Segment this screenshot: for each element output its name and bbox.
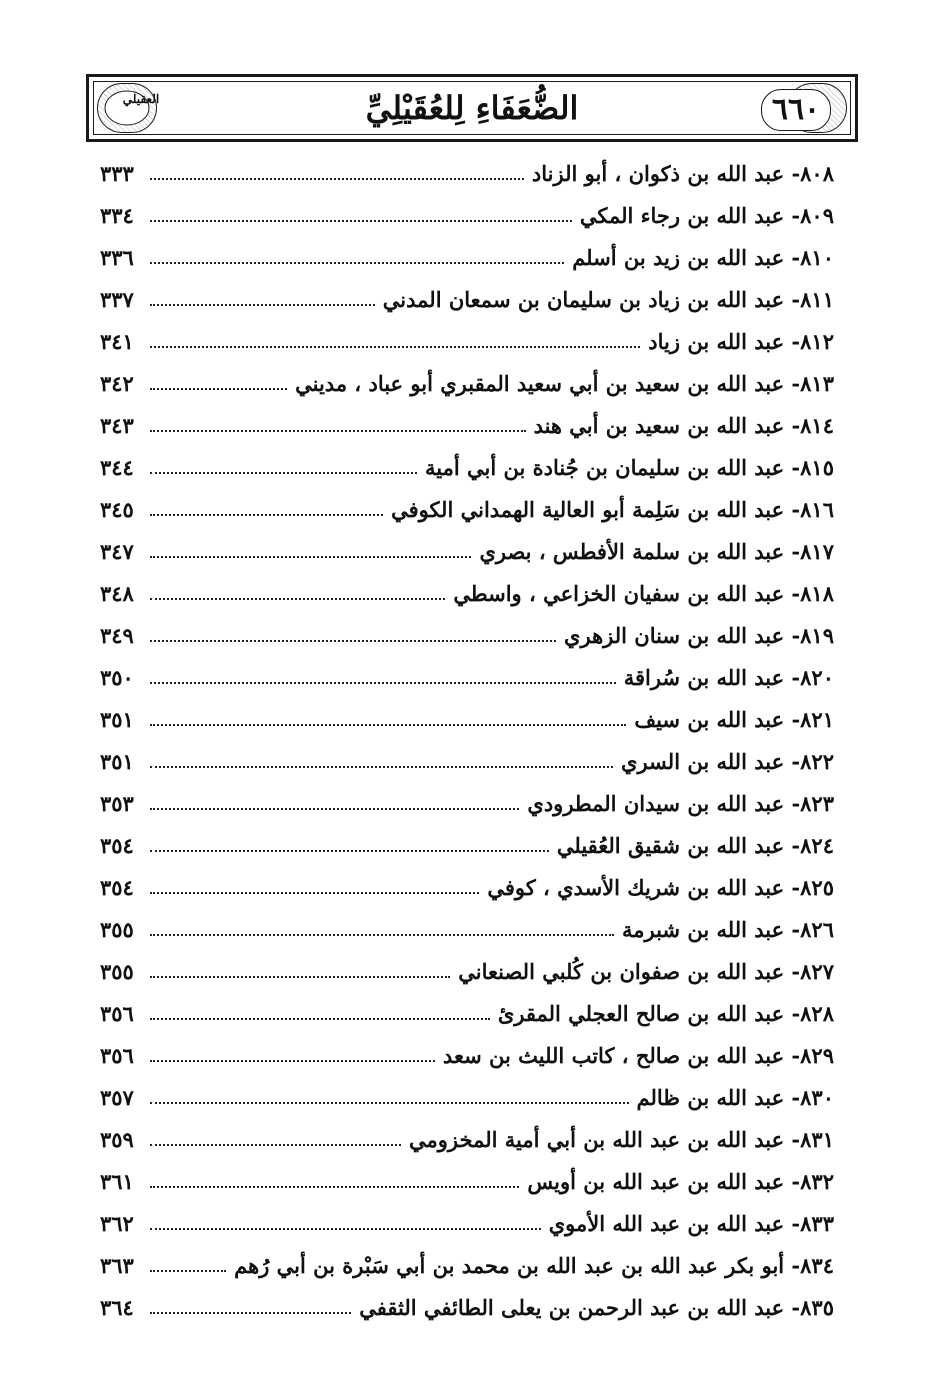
entry-title: ٨١٧- عبد الله بن سلمة الأفطس ، بصري — [479, 538, 834, 564]
index-entry — [100, 404, 834, 446]
entry-title: ٨٣٠- عبد الله بن ظالم — [636, 1084, 834, 1110]
dot-leader — [150, 1060, 435, 1062]
entry-page-number: ٣٣٧ — [100, 286, 134, 312]
entry-page-number: ٣٣٣ — [100, 160, 134, 186]
index-entry — [100, 1034, 834, 1076]
index-entry — [100, 740, 834, 782]
dot-leader — [150, 304, 375, 306]
entry-page-number: ٣٥٣ — [100, 790, 134, 816]
dot-leader — [150, 346, 640, 348]
entry-page-number: ٣٣٦ — [100, 244, 134, 270]
entry-title: ٨٠٨- عبد الله بن ذكوان ، أبو الزناد — [531, 160, 834, 186]
dot-leader — [150, 850, 549, 852]
entry-page-number: ٣٦٢ — [100, 1210, 134, 1236]
dot-leader — [150, 556, 471, 558]
book-title: الضُّعَفَاءِ لِلعُقَيْلِيِّ — [365, 89, 579, 127]
index-entry — [100, 236, 834, 278]
index-entry — [100, 362, 834, 404]
entry-page-number: ٣٥٧ — [100, 1084, 134, 1110]
index-entry — [100, 278, 834, 320]
dot-leader — [150, 640, 556, 642]
index-entry — [100, 1244, 834, 1286]
dot-leader — [150, 1018, 490, 1020]
page-number: ٦٦٠ — [761, 89, 831, 131]
dot-leader — [150, 766, 613, 768]
entry-page-number: ٣٤٣ — [100, 412, 134, 438]
dot-leader — [150, 1186, 519, 1188]
entry-title: ٨٢٦- عبد الله بن شبرمة — [622, 916, 834, 942]
entry-title: ٨٢٥- عبد الله بن شريك الأسدي ، كوفي — [487, 874, 834, 900]
index-entry — [100, 1286, 834, 1328]
index-entry — [100, 992, 834, 1034]
dot-leader — [150, 514, 383, 516]
index-entry — [100, 824, 834, 866]
index-entry — [100, 782, 834, 824]
dot-leader — [150, 1312, 351, 1314]
entry-title: ٨٣٢- عبد الله بن عبد الله بن أويس — [527, 1168, 834, 1194]
index-entry — [100, 698, 834, 740]
entry-page-number: ٣٥٦ — [100, 1042, 134, 1068]
entry-title: ٨١٠- عبد الله بن زيد بن أسلم — [572, 244, 834, 270]
dot-leader — [150, 1102, 629, 1104]
entry-page-number: ٣٥٦ — [100, 1000, 134, 1026]
dot-leader — [150, 1144, 401, 1146]
entry-title: ٨١٩- عبد الله بن سنان الزهري — [564, 622, 834, 648]
dot-leader — [150, 934, 614, 936]
index-entry — [100, 320, 834, 362]
entry-title: ٨١٢- عبد الله بن زياد — [648, 328, 834, 354]
entry-title: ٨٠٩- عبد الله بن رجاء المكي — [579, 202, 834, 228]
index-entry — [100, 1076, 834, 1118]
entry-page-number: ٣٤٧ — [100, 538, 134, 564]
index-entry — [100, 446, 834, 488]
dot-leader — [150, 808, 519, 810]
index-entry — [100, 908, 834, 950]
dot-leader — [150, 598, 445, 600]
entry-title: ٨٢٣- عبد الله بن سيدان المطرودي — [527, 790, 834, 816]
entry-title: ٨٢٢- عبد الله بن السري — [621, 748, 834, 774]
dot-leader — [150, 430, 526, 432]
entry-page-number: ٣٣٤ — [100, 202, 134, 228]
index-entry — [100, 1202, 834, 1244]
dot-leader — [150, 178, 524, 180]
entry-page-number: ٣٥٩ — [100, 1126, 134, 1152]
dot-leader — [150, 724, 626, 726]
entry-page-number: ٣٥٠ — [100, 664, 134, 690]
entry-page-number: ٣٥٤ — [100, 832, 134, 858]
index-entry — [100, 194, 834, 236]
index-entry — [100, 656, 834, 698]
index-entry — [100, 950, 834, 992]
dot-leader — [150, 1228, 541, 1230]
entry-page-number: ٣٤٩ — [100, 622, 134, 648]
index-entry — [100, 614, 834, 656]
seal-logo: العقيلي — [122, 92, 160, 106]
entry-title: ٨٢٨- عبد الله بن صالح العجلي المقرئ — [497, 1000, 834, 1026]
dot-leader — [150, 388, 287, 390]
dot-leader — [150, 472, 417, 474]
entry-page-number: ٣٤٢ — [100, 370, 134, 396]
entry-page-number: ٣٤٥ — [100, 496, 134, 522]
index-entry — [100, 866, 834, 908]
entry-page-number: ٣٤١ — [100, 328, 134, 354]
entry-title: ٨١٤- عبد الله بن سعيد بن أبي هند — [533, 412, 834, 438]
entry-title: ٨١١- عبد الله بن زياد بن سليمان بن سمعان المدني — [382, 286, 834, 312]
entry-title: ٨٣١- عبد الله بن عبد الله بن أبي أمية المخزومي — [409, 1126, 834, 1152]
entry-title: ٨٣٤- أبو بكر عبد الله بن عبد الله بن محمد بن أبي سَبْرة بن أبي رُهم — [234, 1252, 834, 1278]
dot-leader — [150, 976, 450, 978]
entry-page-number: ٣٤٨ — [100, 580, 134, 606]
dot-leader — [150, 262, 564, 264]
entry-title: ٨١٨- عبد الله بن سفيان الخزاعي ، واسطي — [453, 580, 834, 606]
dot-leader — [150, 892, 479, 894]
entry-page-number: ٣٥١ — [100, 706, 134, 732]
index-entry — [100, 488, 834, 530]
running-header — [86, 74, 858, 142]
index-list — [100, 152, 834, 1328]
entry-page-number: ٣٦٣ — [100, 1252, 134, 1278]
entry-page-number: ٣٤٤ — [100, 454, 134, 480]
index-entry — [100, 1160, 834, 1202]
entry-title: ٨١٥- عبد الله بن سليمان بن جُنادة بن أبي أمية — [425, 454, 834, 480]
index-entry — [100, 152, 834, 194]
entry-title: ٨١٣- عبد الله بن سعيد بن أبي سعيد المقبري أبو عباد ، مديني — [295, 370, 834, 396]
entry-title: ٨٢٤- عبد الله بن شقيق العُقيلي — [556, 832, 834, 858]
entry-title: ٨٢٧- عبد الله بن صفوان بن كُلبي الصنعاني — [458, 958, 834, 984]
entry-page-number: ٣٦٤ — [100, 1294, 134, 1320]
entry-title: ٨٢٩- عبد الله بن صالح ، كاتب الليث بن سعد — [442, 1042, 834, 1068]
entry-title: ٨٣٥- عبد الله بن عبد الرحمن بن يعلى الطائفي الثقفي — [359, 1294, 834, 1320]
entry-title: ٨٢٠- عبد الله بن سُراقة — [623, 664, 834, 690]
dot-leader — [150, 220, 572, 222]
entry-title: ٨١٦- عبد الله بن سَلِمة أبو العالية الهمداني الكوفي — [391, 496, 834, 522]
dot-leader — [150, 1270, 226, 1272]
entry-page-number: ٣٥٥ — [100, 916, 134, 942]
index-entry — [100, 572, 834, 614]
entry-title: ٨٣٣- عبد الله بن عبد الله الأموي — [548, 1210, 834, 1236]
entry-page-number: ٣٥١ — [100, 748, 134, 774]
entry-page-number: ٣٦١ — [100, 1168, 134, 1194]
dot-leader — [150, 682, 616, 684]
index-entry — [100, 1118, 834, 1160]
index-entry — [100, 530, 834, 572]
entry-page-number: ٣٥٥ — [100, 958, 134, 984]
entry-title: ٨٢١- عبد الله بن سيف — [634, 706, 834, 732]
entry-page-number: ٣٥٤ — [100, 874, 134, 900]
